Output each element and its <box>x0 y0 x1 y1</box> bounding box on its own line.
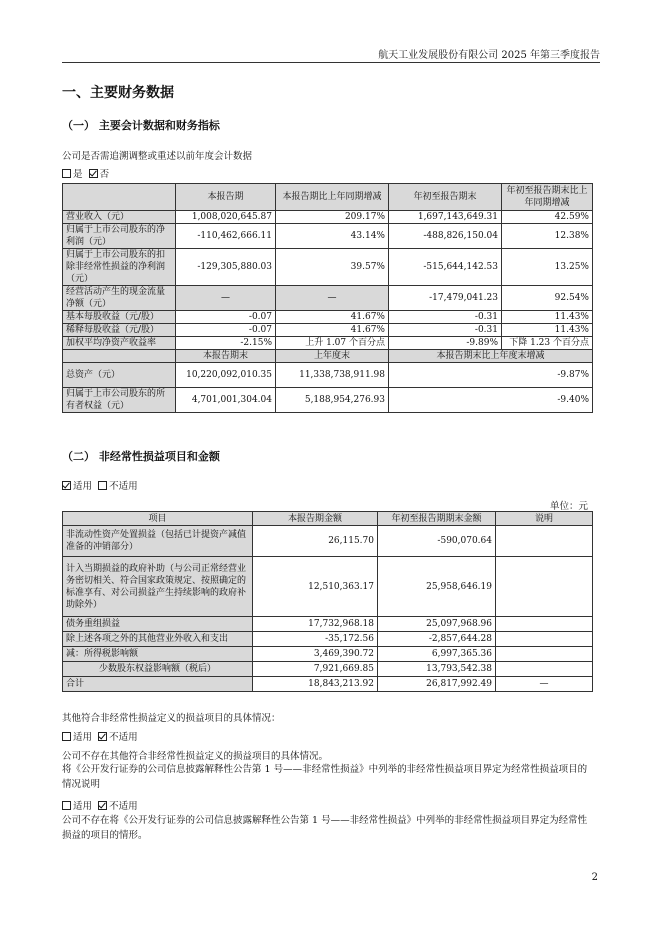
note-no-other-items: 公司不存在其他符合非经常性损益定义的损益项目的具体情况。 <box>62 751 329 762</box>
checkbox-apply[interactable] <box>62 481 71 490</box>
table-row <box>63 632 593 647</box>
checkbox-not-apply[interactable] <box>98 481 107 490</box>
row-label: 总资产（元） <box>63 363 176 388</box>
cell: 11.43% <box>502 311 593 324</box>
cell: -2,857,644.28 <box>378 632 496 647</box>
checkbox-apply-3[interactable] <box>62 801 71 810</box>
header-cell: 上年度末 <box>276 350 389 363</box>
table-header-row <box>63 512 593 526</box>
note-no-reclassification: 公司不存在将《公开发行证券的公司信息披露解释性公告第 1 号——非经常性损益》中列举的非经常性损益项目界定为经常性损益的项目的情形。 <box>62 815 588 841</box>
row-label: 债务重组损益 <box>63 617 253 632</box>
cell: 12,510,363.17 <box>253 557 378 617</box>
row-label: 基本每股收益（元/股） <box>63 311 176 324</box>
cell: -9.87% <box>389 363 593 388</box>
row-label: 归属于上市公司股东的所有者权益（元） <box>63 388 176 413</box>
cell: 26,817,992.49 <box>378 677 496 692</box>
table-row <box>63 224 593 249</box>
subsection-title-2: （二） 非经常性损益项目和金额 <box>62 450 220 463</box>
row-label: 少数股东权益影响额（税后） <box>63 662 253 677</box>
table-row <box>63 388 593 413</box>
table-row <box>63 337 593 350</box>
option-apply-label: 适用 <box>73 732 93 743</box>
option-not-apply-label: 不适用 <box>109 801 138 812</box>
cell: -488,826,150.04 <box>389 224 502 249</box>
header-cell: 项目 <box>63 512 253 526</box>
cell: -0.07 <box>176 311 276 324</box>
cell: 25,958,646.19 <box>378 557 496 617</box>
cell: -129,305,880.03 <box>176 249 276 286</box>
cell <box>496 526 593 557</box>
cell: — <box>496 677 593 692</box>
cell: 1,697,143,649.31 <box>389 211 502 224</box>
cell: 6,997,365.36 <box>378 647 496 662</box>
cell <box>496 617 593 632</box>
cell: 13.25% <box>502 249 593 286</box>
section-title: 一、主要财务数据 <box>62 85 174 101</box>
cell: 下降 1.23 个百分点 <box>502 337 593 350</box>
cell: 11.43% <box>502 324 593 337</box>
cell: — <box>276 286 389 311</box>
cell: 41.67% <box>276 324 389 337</box>
header-cell: 说明 <box>496 512 593 526</box>
table-total-row <box>63 677 593 692</box>
table-row <box>63 249 593 286</box>
table-row <box>63 211 593 224</box>
note-options-2 <box>62 798 138 812</box>
row-label: 计入当期损益的政府补助（与公司正常经营业务密切相关、符合国家政策规定、按照确定的标准享有、对公司损益产生持续影响的政府补助除外） <box>63 557 253 617</box>
table-row <box>63 647 593 662</box>
cell: -590,070.64 <box>378 526 496 557</box>
unit-label: 单位：元 <box>549 501 588 512</box>
cell: -35,172.56 <box>253 632 378 647</box>
row-label: 非流动性资产处置损益（包括已计提资产减值准备的冲销部分） <box>63 526 253 557</box>
cell: 39.57% <box>276 249 389 286</box>
note-reclassification: 将《公开发行证券的公司信息披露解释性公告第 1 号——非经常性损益》中列举的非经常性损益项目界定为经常性损益项目的情况说明 <box>62 764 588 790</box>
cell: 25,097,968.96 <box>378 617 496 632</box>
cell: -0.31 <box>389 324 502 337</box>
cell: 1,008,020,645.87 <box>176 211 276 224</box>
table-row <box>63 617 593 632</box>
cell: 3,469,390.72 <box>253 647 378 662</box>
table-row <box>63 662 593 677</box>
cell: 13,793,542.38 <box>378 662 496 677</box>
header-cell: 本报告期 <box>176 184 276 211</box>
header-cell: 本报告期末 <box>176 350 276 363</box>
cell: 上升 1.07 个百分点 <box>276 337 389 350</box>
nonrecurring-options <box>62 478 138 492</box>
restatement-options <box>62 166 109 180</box>
option-not-apply-label: 不适用 <box>109 732 138 743</box>
row-label: 除上述各项之外的其他营业外收入和支出 <box>63 632 253 647</box>
cell: 26,115.70 <box>253 526 378 557</box>
header-cell: 本报告期比上年同期增减 <box>276 184 389 211</box>
row-label: 归属于上市公司股东的扣除非经常性损益的净利润（元） <box>63 249 176 286</box>
note-options-1 <box>62 729 138 743</box>
row-label: 经营活动产生的现金流量净额（元） <box>63 286 176 311</box>
option-not-apply-label: 不适用 <box>109 481 138 492</box>
table-row <box>63 311 593 324</box>
checkbox-yes[interactable] <box>62 169 71 178</box>
row-label: 归属于上市公司股东的净利润（元） <box>63 224 176 249</box>
option-no-label: 否 <box>99 169 110 180</box>
financial-data-table <box>62 183 593 413</box>
cell: 43.14% <box>276 224 389 249</box>
nonrecurring-table <box>62 511 593 692</box>
row-label: 营业收入（元） <box>63 211 176 224</box>
checkbox-not-apply-2[interactable] <box>98 732 107 741</box>
table-subheader-row <box>63 350 593 363</box>
note-other-items: 其他符合非经常性损益定义的损益项目的具体情况： <box>62 713 281 724</box>
cell: -2.15% <box>176 337 276 350</box>
header-cell: 本报告期金额 <box>253 512 378 526</box>
cell: 10,220,092,010.35 <box>176 363 276 388</box>
cell: 5,188,954,276.93 <box>276 388 389 413</box>
table-row <box>63 363 593 388</box>
header-cell: 本报告期末比上年度末增减 <box>389 350 593 363</box>
table-row <box>63 557 593 617</box>
cell: 11,338,738,911.98 <box>276 363 389 388</box>
cell: -0.31 <box>389 311 502 324</box>
table-row <box>63 526 593 557</box>
cell: 209.17% <box>276 211 389 224</box>
table-row <box>63 324 593 337</box>
header-cell <box>63 350 176 363</box>
table-row <box>63 286 593 311</box>
option-apply-label: 适用 <box>73 801 93 812</box>
row-label: 合计 <box>63 677 253 692</box>
cell: 42.59% <box>502 211 593 224</box>
cell: 92.54% <box>502 286 593 311</box>
cell: -17,479,041.23 <box>389 286 502 311</box>
cell: 18,843,213.92 <box>253 677 378 692</box>
page-number: 2 <box>591 872 598 883</box>
cell: 41.67% <box>276 311 389 324</box>
cell <box>496 647 593 662</box>
checkbox-not-apply-3[interactable] <box>98 801 107 810</box>
row-label: 加权平均净资产收益率 <box>63 337 176 350</box>
cell <box>496 662 593 677</box>
cell: 7,921,669.85 <box>253 662 378 677</box>
row-label: 减：所得税影响额 <box>63 647 253 662</box>
cell: 4,701,001,304.04 <box>176 388 276 413</box>
subsection-title-1: （一） 主要会计数据和财务指标 <box>62 119 220 132</box>
cell <box>496 557 593 617</box>
cell: 17,732,968.18 <box>253 617 378 632</box>
report-header: 航天工业发展股份有限公司 2025 年第三季度报告 <box>378 50 600 61</box>
header-cell <box>63 184 176 211</box>
option-yes-label: 是 <box>73 169 83 180</box>
cell: — <box>176 286 276 311</box>
cell: 12.38% <box>502 224 593 249</box>
header-cell: 年初至报告期期末金额 <box>378 512 496 526</box>
row-label: 稀释每股收益（元/股） <box>63 324 176 337</box>
header-cell: 年初至报告期末比上年同期增减 <box>502 184 593 211</box>
cell <box>496 632 593 647</box>
table-header-row <box>63 184 593 211</box>
cell: -515,644,142.53 <box>389 249 502 286</box>
restatement-question: 公司是否需追溯调整或重述以前年度会计数据 <box>62 151 253 162</box>
header-divider <box>62 62 600 63</box>
cell: -110,462,666.11 <box>176 224 276 249</box>
option-apply-label: 适用 <box>73 481 93 492</box>
cell: -9.40% <box>389 388 593 413</box>
header-cell: 年初至报告期末 <box>389 184 502 211</box>
cell: -9.89% <box>389 337 502 350</box>
cell: -0.07 <box>176 324 276 337</box>
checkbox-no[interactable] <box>89 169 98 178</box>
checkbox-apply-2[interactable] <box>62 732 71 741</box>
